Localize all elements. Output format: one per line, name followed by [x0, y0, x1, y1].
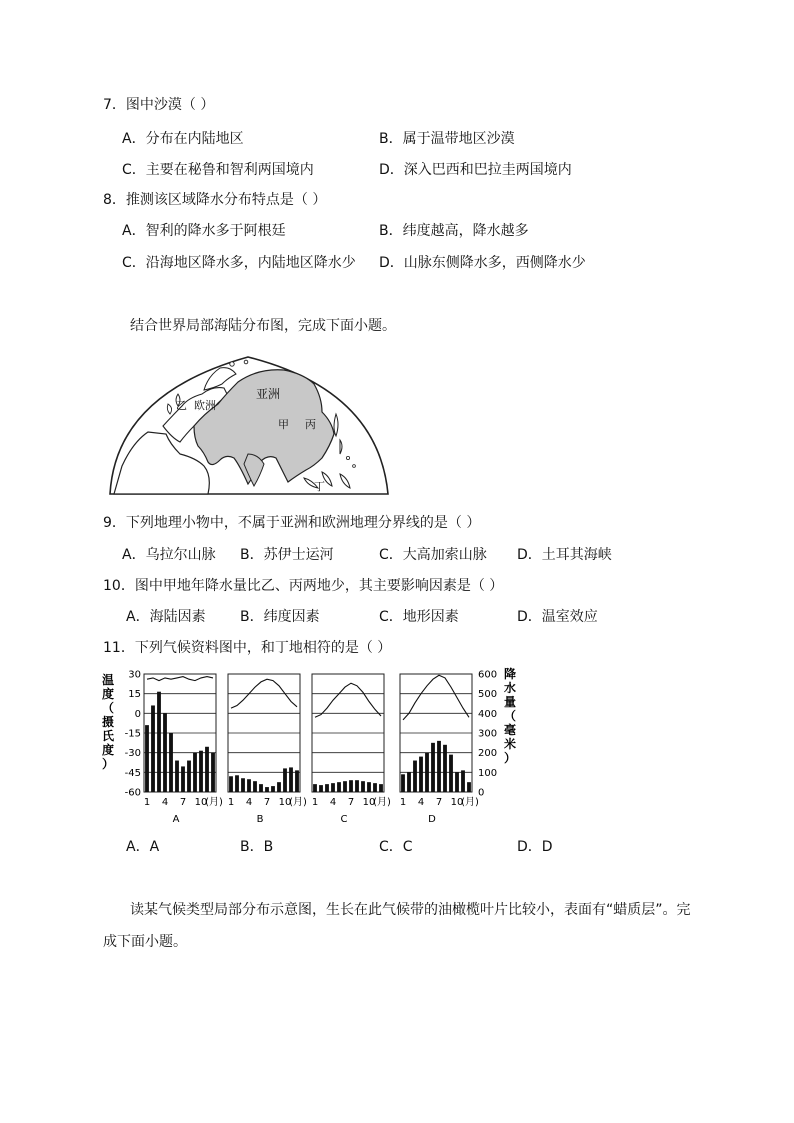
- panel-label: C: [340, 814, 348, 825]
- precip-bar: [205, 747, 209, 792]
- precip-bar: [229, 776, 233, 792]
- precip-bar: [151, 705, 155, 792]
- precip-bar: [431, 743, 435, 792]
- precip-bar: [437, 741, 441, 792]
- q7-option-d[interactable]: D．深入巴西和巴拉圭两国境内: [379, 162, 572, 178]
- q9-stem: 9．下列地理小物中，不属于亚洲和欧洲地理分界线的是（ ）: [103, 515, 481, 531]
- label-ding: 丁: [314, 480, 325, 493]
- precip-bar: [467, 782, 471, 792]
- sea-land-map: [108, 354, 390, 496]
- month-tick-label: 4: [245, 797, 253, 808]
- precip-tick-label: 200: [478, 748, 498, 760]
- right-axis-title-char: 量: [503, 695, 517, 709]
- month-tick-label: 10: [450, 797, 464, 808]
- label-europe: 欧洲: [194, 399, 216, 412]
- precip-bar: [187, 761, 191, 792]
- panel-label: D: [428, 814, 436, 825]
- q8-stem: 8．推测该区域降水分布特点是（ ）: [103, 192, 327, 208]
- q7-option-a[interactable]: A．分布在内陆地区: [122, 131, 244, 147]
- temp-tick-label: 30: [128, 669, 141, 681]
- precip-bar: [289, 767, 293, 792]
- label-jia: 甲: [278, 418, 289, 431]
- left-axis-title-char: 摄: [101, 715, 115, 729]
- month-tick-label: 7: [179, 797, 187, 808]
- precip-bar: [253, 781, 257, 792]
- temp-tick-label: -60: [124, 787, 141, 799]
- precip-bar: [193, 753, 197, 792]
- temp-tick-label: 15: [128, 689, 141, 701]
- label-asia: 亚洲: [256, 387, 281, 401]
- q8-option-a[interactable]: A．智利的降水多于阿根廷: [122, 223, 286, 239]
- month-tick-label: 1: [143, 797, 151, 808]
- right-axis-title-char: （: [503, 709, 517, 723]
- right-axis-title-char: 降: [503, 667, 517, 681]
- precip-bar: [319, 785, 323, 792]
- q10-option-c[interactable]: C．地形因素: [379, 609, 459, 625]
- precip-bar: [247, 779, 251, 792]
- precip-bar: [241, 778, 245, 792]
- q11-option-c[interactable]: C．C: [379, 839, 413, 855]
- panel-label: B: [256, 814, 264, 825]
- left-axis-title-char: 度: [101, 743, 115, 757]
- left-axis-title-char: 温: [101, 673, 115, 687]
- precip-bar: [157, 692, 161, 792]
- q9-option-a[interactable]: A．乌拉尔山脉: [122, 547, 216, 563]
- precip-bar: [343, 781, 347, 792]
- q10-option-b[interactable]: B．纬度因素: [240, 609, 320, 625]
- precip-bar: [455, 772, 459, 792]
- q11-option-a[interactable]: A．A: [126, 839, 160, 855]
- precip-bar: [265, 787, 269, 792]
- precip-bar: [175, 761, 179, 792]
- month-tick-label: 7: [347, 797, 355, 808]
- q9-option-b[interactable]: B．苏伊士运河: [240, 547, 334, 563]
- month-unit-label: (月): [289, 797, 307, 808]
- left-axis-title-char: ）: [101, 757, 115, 771]
- climate-intro-line2: 成下面小题。: [103, 934, 187, 950]
- precip-bar: [211, 753, 215, 792]
- temp-tick-label: -15: [124, 728, 141, 740]
- right-axis-title-char: 水: [503, 681, 517, 695]
- month-tick-label: 4: [161, 797, 169, 808]
- precip-bar: [373, 783, 377, 792]
- month-tick-label: 10: [194, 797, 208, 808]
- q9-option-c[interactable]: C．大高加索山脉: [379, 547, 487, 563]
- right-axis-title-char: ）: [503, 751, 517, 765]
- precip-bar: [407, 772, 411, 792]
- precip-bar: [163, 713, 167, 792]
- q11-stem: 11．下列气候资料图中，和丁地相符的是（ ）: [103, 640, 392, 656]
- month-unit-label: (月): [373, 797, 391, 808]
- q11-option-d[interactable]: D．D: [517, 839, 553, 855]
- precip-bar: [425, 753, 429, 792]
- map-intro: 结合世界局部海陆分布图，完成下面小题。: [130, 318, 396, 334]
- precip-bar: [349, 780, 353, 792]
- precip-tick-label: 100: [478, 767, 498, 779]
- month-tick-label: 10: [362, 797, 376, 808]
- precip-bar: [331, 783, 335, 792]
- precip-bar: [361, 781, 365, 792]
- left-axis-title-char: 氏: [101, 729, 115, 743]
- precip-bar: [295, 770, 299, 792]
- precip-bar: [181, 766, 185, 792]
- precip-bar: [199, 751, 203, 792]
- climate-intro-line1: 读某气候类型局部分布示意图，生长在此气候带的油橄榄叶片比较小，表面有“蜡质层”。完: [130, 902, 691, 918]
- precip-bar: [325, 784, 329, 792]
- precip-bar: [259, 784, 263, 792]
- q8-option-c[interactable]: C．沿海地区降水多，内陆地区降水少: [122, 255, 356, 271]
- precip-bar: [461, 770, 465, 792]
- temp-tick-label: -30: [124, 748, 141, 760]
- precip-bar: [401, 774, 405, 792]
- q9-option-d[interactable]: D．土耳其海峡: [517, 547, 612, 563]
- climate-charts: [100, 664, 530, 828]
- precip-tick-label: 500: [478, 689, 498, 701]
- q10-stem: 10．图中甲地年降水量比乙、丙两地少，其主要影响因素是（ ）: [103, 578, 504, 594]
- month-tick-label: 4: [417, 797, 425, 808]
- label-yi: 乙: [176, 399, 187, 412]
- q10-option-d[interactable]: D．温室效应: [517, 609, 598, 625]
- q8-option-d[interactable]: D．山脉东侧降水多，西侧降水少: [379, 255, 586, 271]
- q11-option-b[interactable]: B．B: [240, 839, 274, 855]
- q8-option-b[interactable]: B．纬度越高，降水越多: [379, 223, 529, 239]
- month-tick-label: 1: [399, 797, 407, 808]
- q7-stem: 7．图中沙漠（ ）: [103, 97, 215, 113]
- month-tick-label: 10: [278, 797, 292, 808]
- precip-tick-label: 600: [478, 669, 498, 681]
- precip-bar: [283, 768, 287, 792]
- precip-bar: [379, 784, 383, 792]
- right-axis-title-char: 毫: [503, 723, 517, 737]
- left-axis-title-char: （: [101, 701, 115, 715]
- precip-bar: [271, 786, 275, 792]
- temp-tick-label: 0: [134, 708, 141, 720]
- month-tick-label: 7: [435, 797, 443, 808]
- month-tick-label: 7: [263, 797, 271, 808]
- precip-bar: [443, 745, 447, 792]
- precip-tick-label: 400: [478, 708, 498, 720]
- month-tick-label: 1: [311, 797, 319, 808]
- precip-bar: [355, 780, 359, 792]
- precip-bar: [419, 757, 423, 792]
- precip-bar: [277, 782, 281, 792]
- q10-option-a[interactable]: A．海陆因素: [126, 609, 206, 625]
- month-unit-label: (月): [461, 797, 479, 808]
- precip-bar: [313, 784, 317, 792]
- precip-bar: [449, 755, 453, 792]
- temp-tick-label: -45: [124, 767, 141, 779]
- precip-bar: [145, 725, 149, 792]
- panel-label: A: [172, 814, 180, 825]
- left-axis-title-char: 度: [101, 687, 115, 701]
- precip-bar: [413, 761, 417, 792]
- right-axis-title-char: 米: [503, 737, 517, 751]
- month-tick-label: 1: [227, 797, 235, 808]
- precip-tick-label: 0: [478, 787, 485, 799]
- label-bing: 丙: [305, 418, 316, 431]
- q7-option-b[interactable]: B．属于温带地区沙漠: [379, 131, 515, 147]
- precip-tick-label: 300: [478, 728, 498, 740]
- precip-bar: [235, 775, 239, 792]
- precip-bar: [367, 782, 371, 792]
- month-tick-label: 4: [329, 797, 337, 808]
- precip-bar: [169, 733, 173, 792]
- q7-option-c[interactable]: C．主要在秘鲁和智利两国境内: [122, 162, 314, 178]
- precip-bar: [337, 782, 341, 792]
- month-unit-label: (月): [205, 797, 223, 808]
